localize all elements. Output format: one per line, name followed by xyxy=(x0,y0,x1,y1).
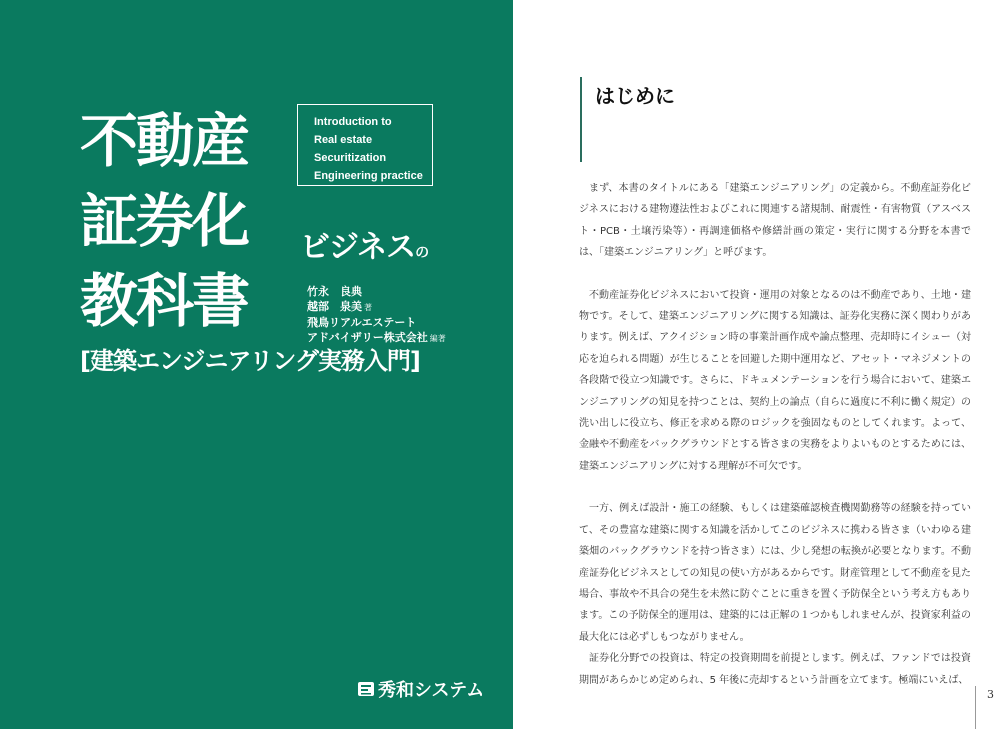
page-heading: はじめに xyxy=(595,84,675,108)
business-particle: の xyxy=(415,245,429,261)
cover-subtitle: [建築エンジニアリング実務入門] xyxy=(80,347,420,375)
publisher-name: 秀和システム xyxy=(378,680,485,701)
author-line xyxy=(307,284,446,299)
cover-title-line-3: 教科書 xyxy=(80,267,249,335)
publisher-mark-icon xyxy=(357,680,375,698)
author-role: 編著 xyxy=(429,334,446,343)
english-title-line: Securitization xyxy=(314,152,387,164)
text-page xyxy=(513,0,1000,729)
body-paragraph: 不動産証券化ビジネスにおいて投資・運用の対象となるのは不動産であり、土地・建物です。そして、建築エンジニアリングに関する知識は、証券化実務に深く関わりがあります。例えば、アクイジション時の事業計画作成や論点整理、売却時にイシュー（対応を迫られる問題）が生じることを回避した期中運用など、アセット・マネジメントの各段階で役立つ知識です。さらに、ドキュメンテーションを行う場合において、建築エンジニアリングの知見を持つことは、契約上の論点（自らに過度に不利に働く規定）の洗い出しに役立ち、修正を求める際のロジックを強固なものとしてくれます。よって、金融や不動産をバックグラウンドとする皆さまの実務をよりよいものとするためには、建築エンジニアリングに対する理解が不可欠です。 xyxy=(579,289,971,472)
business-word: ビジネス xyxy=(300,230,416,265)
page-body xyxy=(579,178,971,691)
cover-title-line-1: 不動産 xyxy=(80,107,249,175)
publisher-logo xyxy=(357,676,484,702)
author-line xyxy=(307,315,446,330)
page-number-rule xyxy=(975,686,976,729)
page-number: 3 xyxy=(987,688,994,701)
cover-authors xyxy=(307,284,446,346)
author-name: アドバイザリー株式会社 xyxy=(307,331,428,344)
english-title-line: Engineering practice xyxy=(314,170,423,182)
author-line xyxy=(307,299,446,315)
author-name: 越部 泉美 xyxy=(307,300,362,313)
author-role: 著 xyxy=(364,303,372,312)
cover-business-label xyxy=(300,222,428,266)
cover-title-line-2: 証券化 xyxy=(80,187,249,255)
body-paragraph: 証券化分野での投資は、特定の投資期間を前提とします。例えば、ファンドでは投資期間があらかじめ定められ、5 年後に売却するという計画を立てます。極端にいえば、 xyxy=(579,653,971,686)
english-title-box xyxy=(297,104,433,186)
heading-bar xyxy=(580,77,582,162)
author-name: 竹永 良典 xyxy=(307,285,362,298)
english-title-line: Introduction to xyxy=(314,116,392,128)
body-paragraph: まず、本書のタイトルにある「建築エンジニアリング」の定義から。不動産証券化ビジネスにおける建物遵法性およびこれに関連する諸規制、耐震性・有害物質（アスベスト・PCB・土壌汚染等）・再調達価格や修繕計画の策定・実行に関する分野を本書では、「建築エンジニアリング」と呼びます。 xyxy=(579,183,971,259)
body-paragraph: 一方、例えば設計・施工の経験、もしくは建築確認検査機関勤務等の経験を持っていて、その豊富な建築に関する知識を活かしてこのビジネスに携わる皆さま（いわゆる建築畑のバックグラウンドを持つ皆さま）には、少し発想の転換が必要となります。不動産証券化ビジネスとしての知見の使い方があるからです。財産管理として不動産を見た場合、事故や不具合の発生を未然に防ぐことに重きを置く予防保全という考え方もあります。この予防保全的運用は、建築的には正解の１つかもしれませんが、投資家利益の最大化には必ずしもつながりません。 xyxy=(579,503,971,643)
author-name: 飛鳥リアルエステート xyxy=(307,316,417,329)
english-title-line: Real estate xyxy=(314,134,373,146)
